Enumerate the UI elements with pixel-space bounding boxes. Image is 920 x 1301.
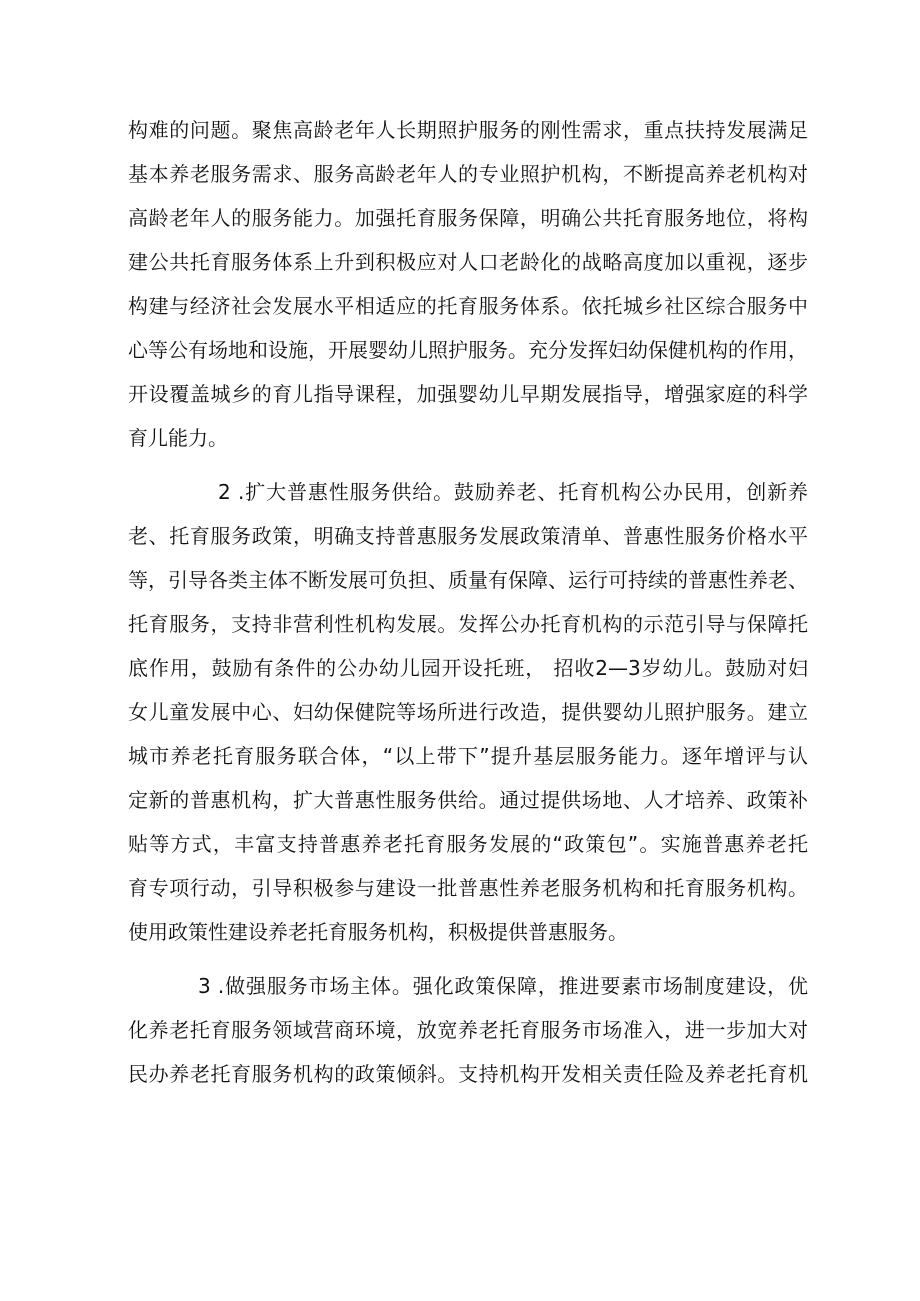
- text-line: 女儿童发展中心、妇幼保健院等场所进行改造，提供婴幼儿照护服务。建立: [128, 700, 808, 724]
- text-line: 构建与经济社会发展水平相适应的托育服务体系。依托城乡社区综合服务中: [128, 294, 808, 318]
- paragraph-gap: [128, 954, 808, 964]
- paragraph-gap: [128, 460, 808, 470]
- text-line: 等，引导各类主体不断发展可负担、质量有保障、运行可持续的普惠性养老、: [128, 568, 808, 592]
- text-line: 贴等方式，丰富支持普惠养老托育服务发展的“政策包”。实施普惠养老托: [128, 832, 808, 856]
- text-line: 建公共托育服务体系上升到积极应对人口老龄化的战略高度加以重视，逐步: [128, 250, 808, 274]
- text-line: 老、托育服务政策，明确支持普惠服务发展政策清单、普惠性服务价格水平: [128, 524, 808, 548]
- paragraph: [128, 470, 808, 954]
- document-body: [128, 108, 808, 1096]
- text-line: 心等公有场地和设施，开展婴幼儿照护服务。充分发挥妇幼保健机构的作用，: [128, 338, 808, 362]
- text-line: 底作用，鼓励有条件的公办幼儿园开设托班， 招收2—3岁幼儿。鼓励对妇: [128, 656, 808, 680]
- text-line: 基本养老服务需求、服务高龄老年人的专业照护机构，不断提高养老机构对: [128, 162, 808, 186]
- paragraph: [128, 964, 808, 1096]
- text-line: 托育服务，支持非营利性机构发展。发挥公办托育机构的示范引导与保障托: [128, 612, 808, 636]
- text-line: 3 .做强服务市场主体。强化政策保障，推进要素市场制度建设，优: [198, 974, 808, 998]
- text-line: 使用政策性建设养老托育服务机构，积极提供普惠服务。: [128, 920, 628, 944]
- text-line: 育专项行动，引导积极参与建设一批普惠性养老服务机构和托育服务机构。: [128, 876, 808, 900]
- text-line: 高龄老年人的服务能力。加强托育服务保障，明确公共托育服务地位，将构: [128, 206, 808, 230]
- paragraph: [128, 108, 808, 460]
- text-line: 民办养老托育服务机构的政策倾斜。支持机构开发相关责任险及养老托育机: [128, 1062, 808, 1086]
- text-line: 构难的问题。聚焦高龄老年人长期照护服务的刚性需求，重点扶持发展满足: [128, 118, 808, 142]
- text-line: 育儿能力。: [128, 426, 228, 450]
- text-line: 城市养老托育服务联合体，“以上带下”提升基层服务能力。逐年增评与认: [128, 744, 808, 768]
- text-line: 定新的普惠机构，扩大普惠性服务供给。通过提供场地、人才培养、政策补: [128, 788, 808, 812]
- text-line: 开设覆盖城乡的育儿指导课程，加强婴幼儿早期发展指导，增强家庭的科学: [128, 382, 808, 406]
- text-line: 2 .扩大普惠性服务供给。鼓励养老、托育机构公办民用，创新养: [218, 480, 808, 504]
- text-line: 化养老托育服务领域营商环境，放宽养老托育服务市场准入，进一步加大对: [128, 1018, 808, 1042]
